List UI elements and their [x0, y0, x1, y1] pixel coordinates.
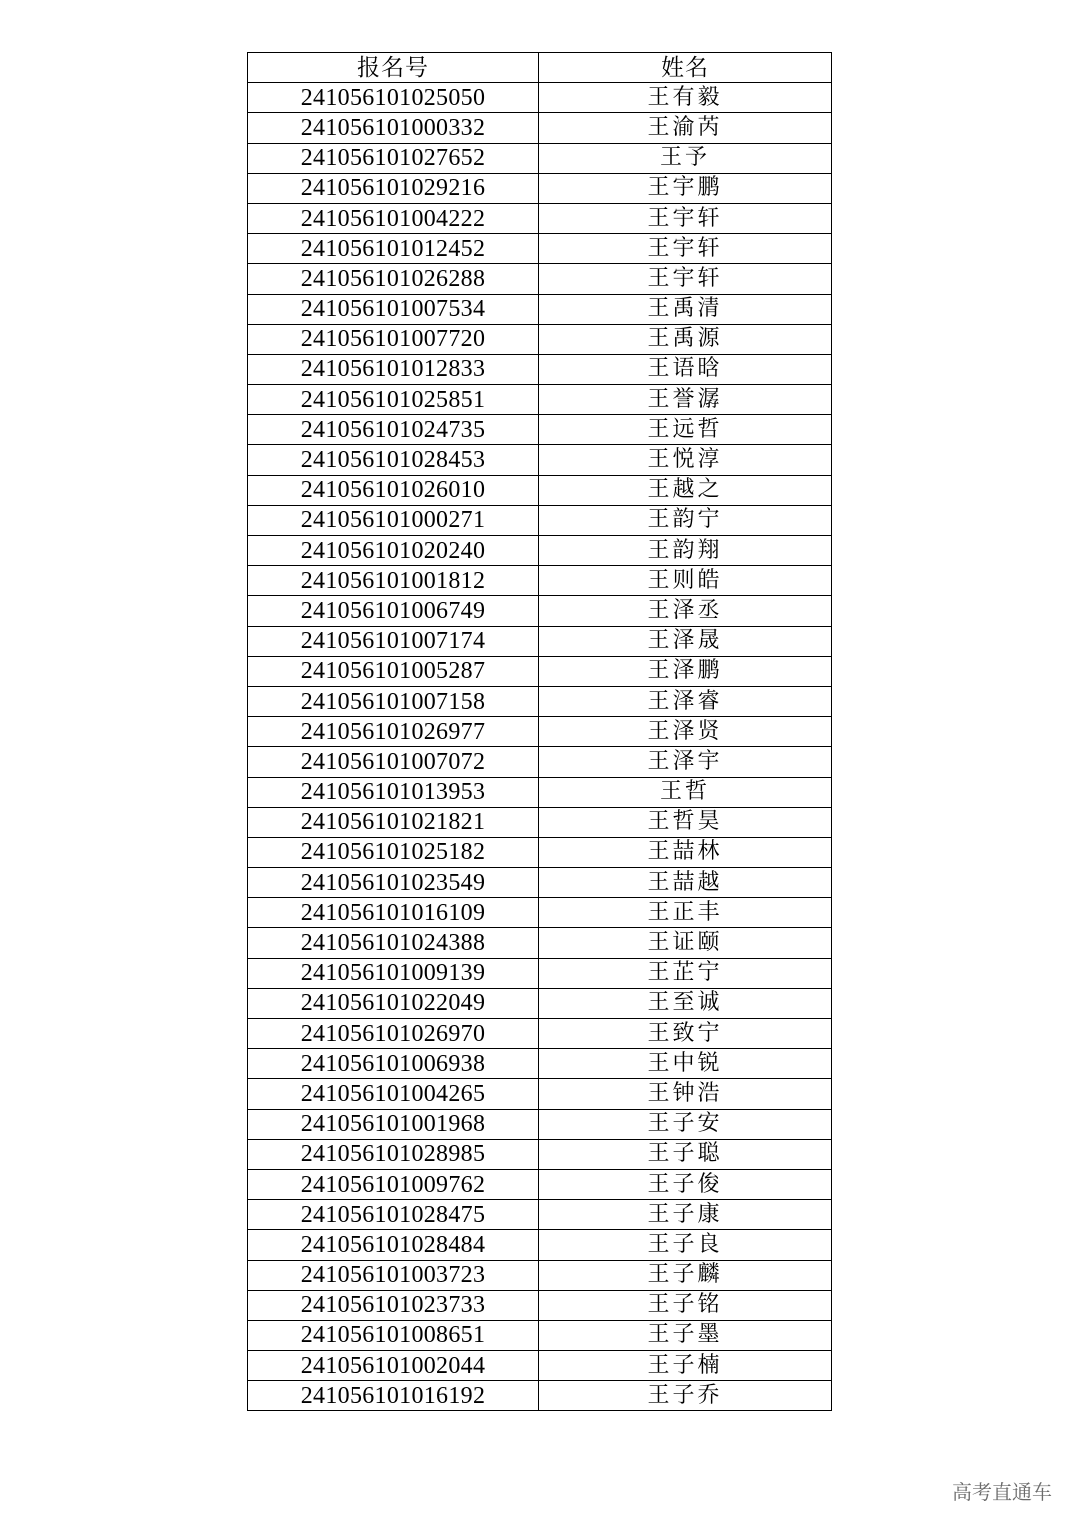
registration-number-cell: 241056101008651	[248, 1320, 539, 1350]
registration-number-cell: 241056101020240	[248, 536, 539, 566]
student-name-cell: 王子聪	[539, 1139, 832, 1169]
student-name-cell: 王泽睿	[539, 686, 832, 716]
student-name-cell: 王子铭	[539, 1290, 832, 1320]
student-name-cell: 王宇轩	[539, 234, 832, 264]
registration-number-cell: 241056101005287	[248, 656, 539, 686]
registration-number-cell: 241056101026970	[248, 1019, 539, 1049]
registration-number-cell: 241056101026977	[248, 717, 539, 747]
registration-number-cell: 241056101007720	[248, 324, 539, 354]
table-row	[248, 234, 832, 264]
registration-number-cell: 241056101006938	[248, 1049, 539, 1079]
table-row	[248, 958, 832, 988]
student-name-cell: 王致宁	[539, 1019, 832, 1049]
student-name-cell: 王悦淳	[539, 445, 832, 475]
student-name-cell: 王韵宁	[539, 505, 832, 535]
student-name-cell: 王喆林	[539, 837, 832, 867]
table-row	[248, 1260, 832, 1290]
table-row	[248, 988, 832, 1018]
registration-number-cell: 241056101023733	[248, 1290, 539, 1320]
student-name-cell: 王子乔	[539, 1381, 832, 1411]
student-name-cell: 王至诚	[539, 988, 832, 1018]
registration-number-cell: 241056101024735	[248, 415, 539, 445]
student-name-cell: 王子安	[539, 1109, 832, 1139]
table-row	[248, 626, 832, 656]
student-name-cell: 王则皓	[539, 566, 832, 596]
table-row	[248, 1381, 832, 1411]
student-name-cell: 王宇轩	[539, 203, 832, 233]
student-name-cell: 王韵翔	[539, 536, 832, 566]
student-name-cell: 王禹清	[539, 294, 832, 324]
table-row	[248, 113, 832, 143]
registration-number-cell: 241056101007158	[248, 686, 539, 716]
table-row	[248, 1290, 832, 1320]
student-name-cell: 王语晗	[539, 354, 832, 384]
registration-number-cell: 241056101029216	[248, 173, 539, 203]
table-row	[248, 1320, 832, 1350]
student-name-cell: 王越之	[539, 475, 832, 505]
table-row	[248, 1109, 832, 1139]
registration-number-cell: 241056101028985	[248, 1139, 539, 1169]
table-row	[248, 505, 832, 535]
registration-number-cell: 241056101003723	[248, 1260, 539, 1290]
registration-number-cell: 241056101028484	[248, 1230, 539, 1260]
student-name-cell: 王哲昊	[539, 807, 832, 837]
table-row	[248, 596, 832, 626]
student-name-cell: 王子良	[539, 1230, 832, 1260]
student-name-cell: 王泽鹏	[539, 656, 832, 686]
student-name-cell: 王泽丞	[539, 596, 832, 626]
table-row	[248, 807, 832, 837]
registration-number-cell: 241056101025851	[248, 385, 539, 415]
student-name-cell: 王子俊	[539, 1169, 832, 1199]
registration-number-cell: 241056101007534	[248, 294, 539, 324]
registration-number-cell: 241056101001812	[248, 566, 539, 596]
registration-number-cell: 241056101027652	[248, 143, 539, 173]
student-name-cell: 王渝芮	[539, 113, 832, 143]
student-name-cell: 王子楠	[539, 1351, 832, 1381]
table-row	[248, 203, 832, 233]
student-name-cell: 王远哲	[539, 415, 832, 445]
table-row	[248, 324, 832, 354]
table-row	[248, 868, 832, 898]
registration-number-cell: 241056101007072	[248, 747, 539, 777]
registration-number-cell: 241056101004265	[248, 1079, 539, 1109]
table-row	[248, 536, 832, 566]
student-name-cell: 王宇鹏	[539, 173, 832, 203]
student-name-cell: 王芷宁	[539, 958, 832, 988]
table-row	[248, 1169, 832, 1199]
registration-number-cell: 241056101028475	[248, 1200, 539, 1230]
table-row	[248, 143, 832, 173]
student-name-cell: 王禹源	[539, 324, 832, 354]
registration-number-cell: 241056101026010	[248, 475, 539, 505]
registration-number-cell: 241056101006749	[248, 596, 539, 626]
student-name-cell: 王泽晟	[539, 626, 832, 656]
student-name-cell: 王哲	[539, 777, 832, 807]
registration-number-cell: 241056101002044	[248, 1351, 539, 1381]
registration-number-cell: 241056101012452	[248, 234, 539, 264]
table-row	[248, 1139, 832, 1169]
registration-number-cell: 241056101023549	[248, 868, 539, 898]
table-row	[248, 777, 832, 807]
table-body	[248, 83, 832, 1411]
table-row	[248, 747, 832, 777]
registration-number-cell: 241056101013953	[248, 777, 539, 807]
registration-number-cell: 241056101025050	[248, 83, 539, 113]
table-row	[248, 656, 832, 686]
table-row	[248, 717, 832, 747]
registration-number-cell: 241056101021821	[248, 807, 539, 837]
student-name-cell: 王中锐	[539, 1049, 832, 1079]
table-row	[248, 83, 832, 113]
table-row	[248, 686, 832, 716]
registration-number-cell: 241056101009139	[248, 958, 539, 988]
student-name-cell: 王誉潺	[539, 385, 832, 415]
table-row	[248, 1079, 832, 1109]
table-row	[248, 294, 832, 324]
table-row	[248, 566, 832, 596]
registration-number-cell: 241056101009762	[248, 1169, 539, 1199]
student-name-cell: 王子康	[539, 1200, 832, 1230]
registration-number-cell: 241056101001968	[248, 1109, 539, 1139]
student-name-cell: 王正丰	[539, 898, 832, 928]
registration-number-cell: 241056101016109	[248, 898, 539, 928]
admission-list-table	[247, 52, 832, 1411]
table-row	[248, 354, 832, 384]
registration-number-cell: 241056101012833	[248, 354, 539, 384]
table-row	[248, 445, 832, 475]
table-row	[248, 1049, 832, 1079]
student-name-cell: 王钟浩	[539, 1079, 832, 1109]
student-name-cell: 王有毅	[539, 83, 832, 113]
registration-number-cell: 241056101024388	[248, 928, 539, 958]
registration-number-cell: 241056101016192	[248, 1381, 539, 1411]
registration-number-cell: 241056101000332	[248, 113, 539, 143]
student-name-cell: 王喆越	[539, 868, 832, 898]
header-registration-number: 报名号	[248, 53, 539, 83]
header-name: 姓名	[539, 53, 832, 83]
table-row	[248, 173, 832, 203]
registration-number-cell: 241056101007174	[248, 626, 539, 656]
student-name-cell: 王证颐	[539, 928, 832, 958]
table-row	[248, 1351, 832, 1381]
student-name-cell: 王子麟	[539, 1260, 832, 1290]
registration-number-cell: 241056101004222	[248, 203, 539, 233]
table-row	[248, 385, 832, 415]
registration-number-cell: 241056101026288	[248, 264, 539, 294]
table-row	[248, 415, 832, 445]
table-row	[248, 898, 832, 928]
table-header-row	[248, 53, 832, 83]
table-row	[248, 1200, 832, 1230]
table-row	[248, 928, 832, 958]
registration-number-cell: 241056101028453	[248, 445, 539, 475]
registration-number-cell: 241056101000271	[248, 505, 539, 535]
student-name-cell: 王泽宇	[539, 747, 832, 777]
student-name-cell: 王宇轩	[539, 264, 832, 294]
watermark-text: 高考直通车	[952, 1480, 1052, 1504]
table-row	[248, 475, 832, 505]
table-row	[248, 837, 832, 867]
student-name-cell: 王泽贤	[539, 717, 832, 747]
table-row	[248, 1019, 832, 1049]
student-name-cell: 王予	[539, 143, 832, 173]
registration-number-cell: 241056101025182	[248, 837, 539, 867]
registration-number-cell: 241056101022049	[248, 988, 539, 1018]
student-name-cell: 王子墨	[539, 1320, 832, 1350]
table-row	[248, 264, 832, 294]
table-row	[248, 1230, 832, 1260]
